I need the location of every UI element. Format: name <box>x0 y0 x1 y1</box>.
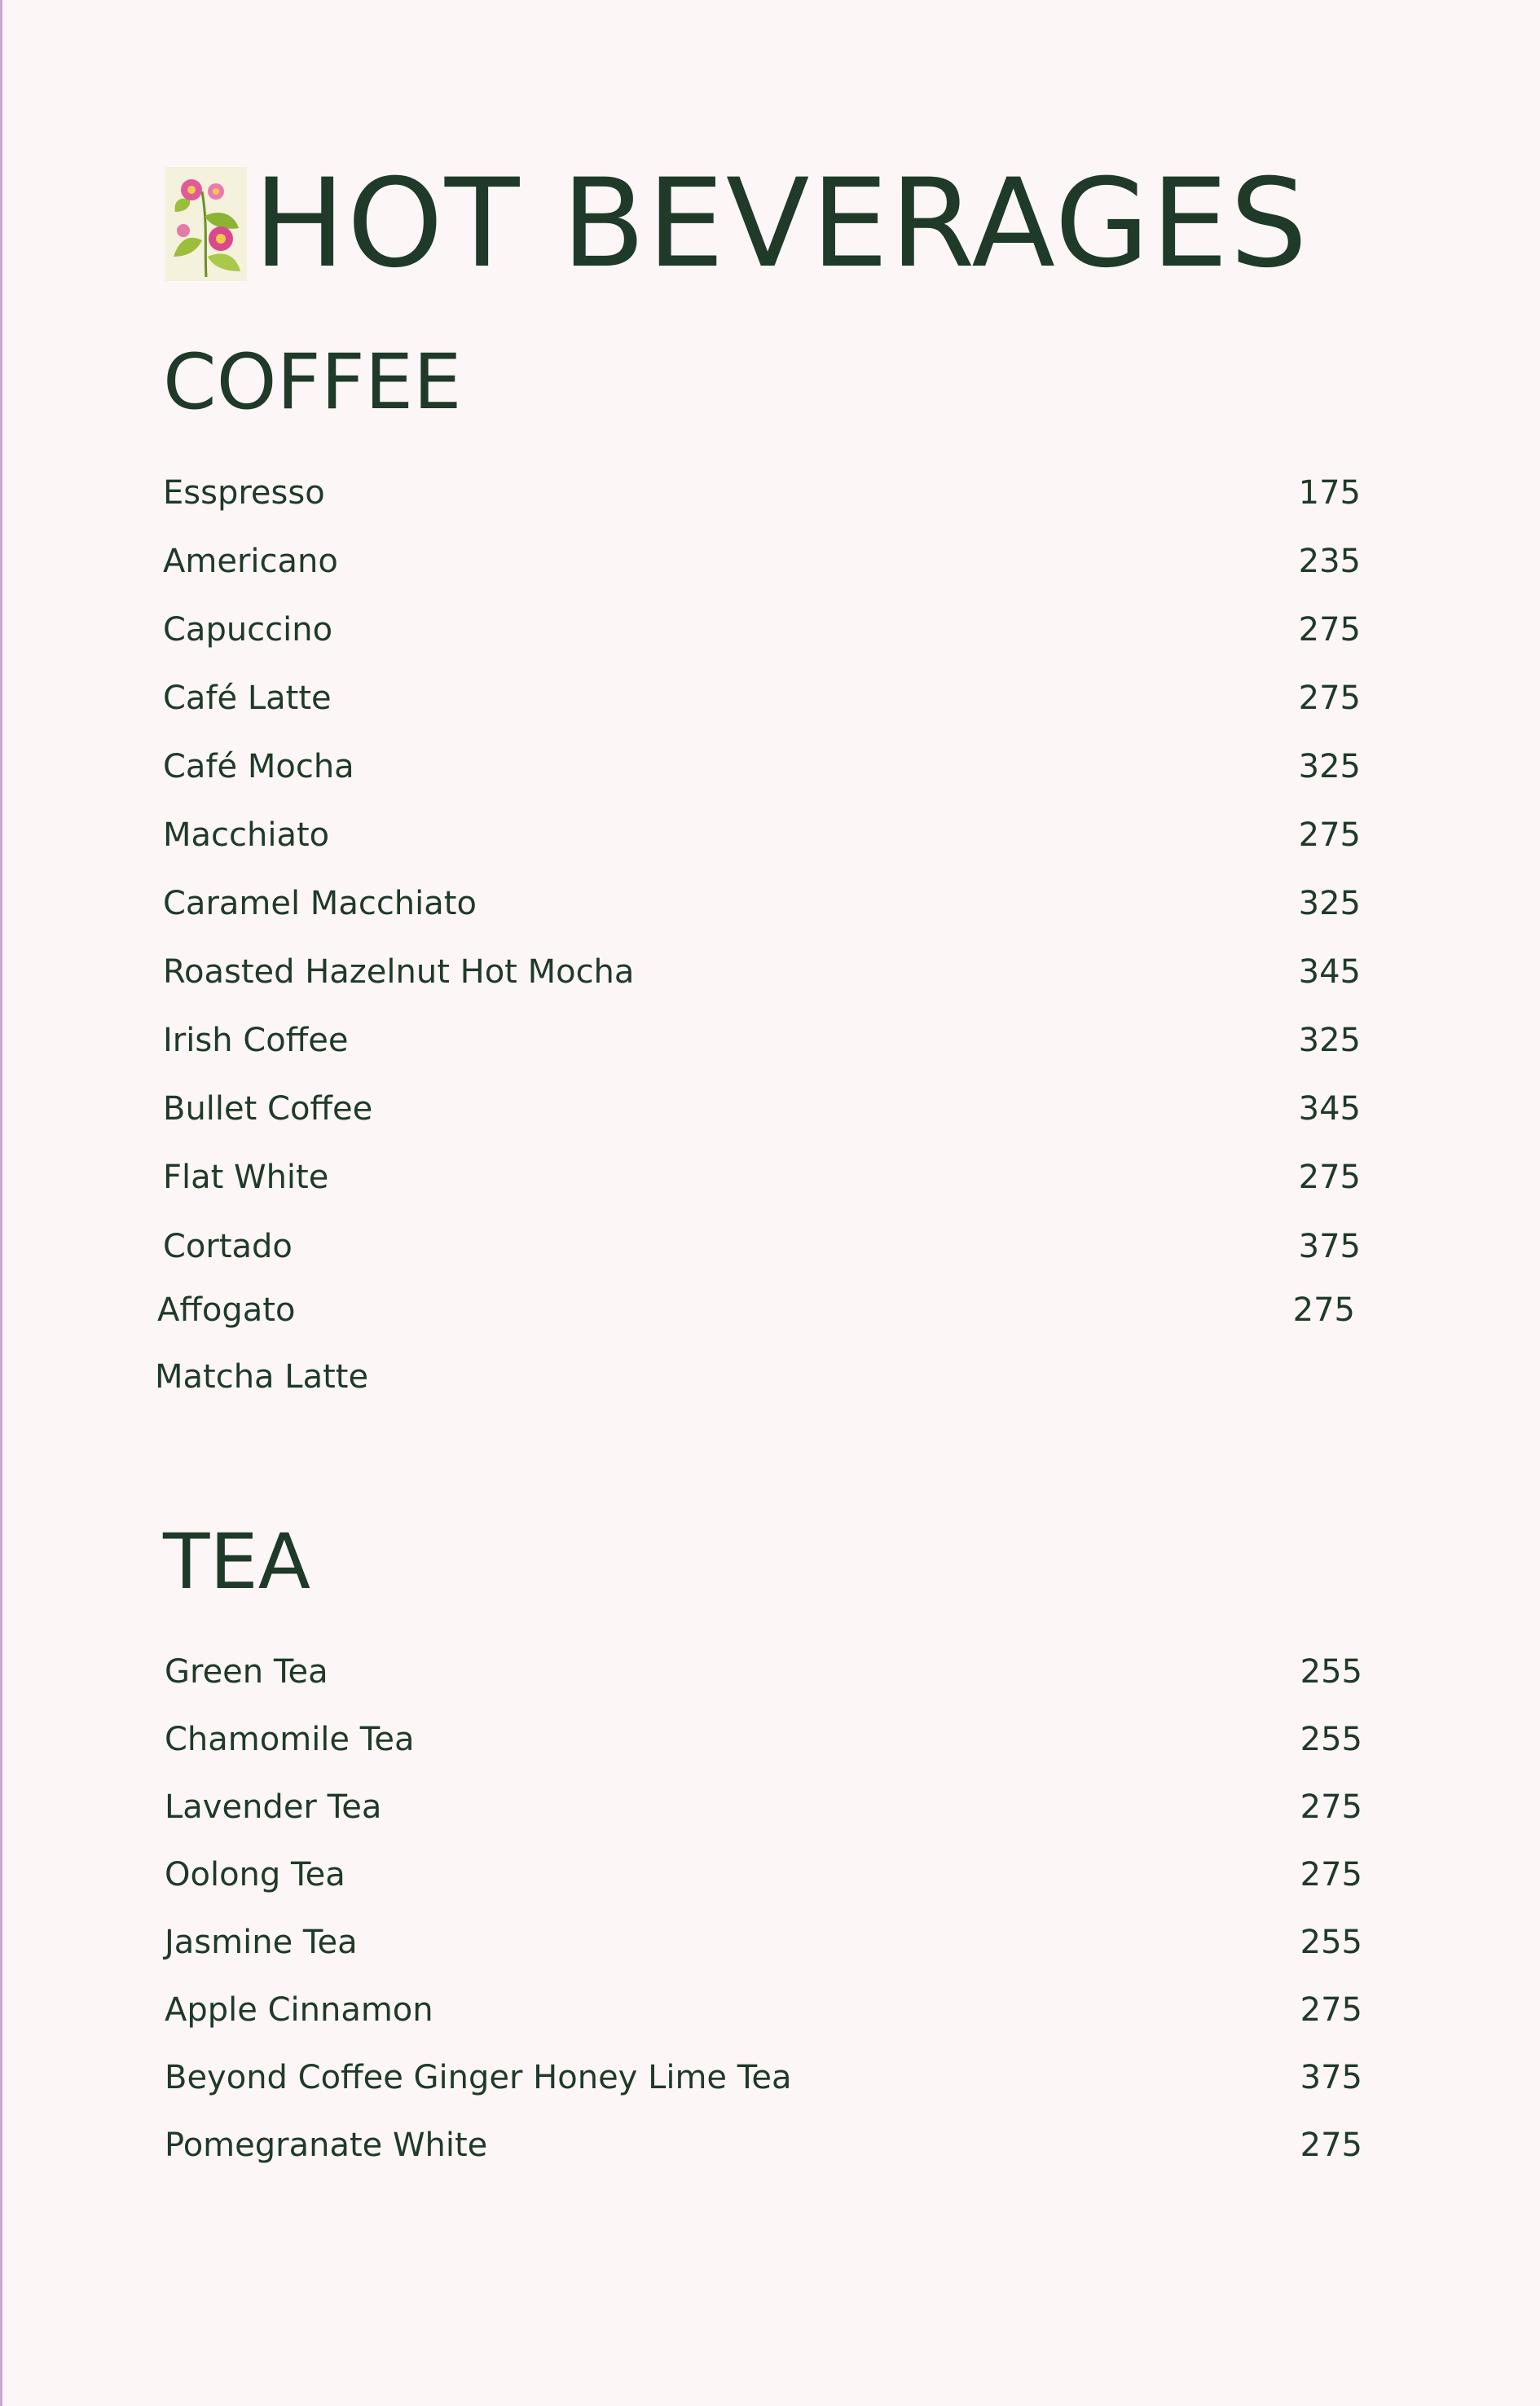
item-price: 325 <box>1298 748 1361 785</box>
menu-item <box>165 1986 1362 2034</box>
menu-item <box>163 674 1361 723</box>
item-name: Chamomile Tea <box>165 1721 415 1758</box>
item-price: 275 <box>1298 816 1361 854</box>
item-name: Caramel Macchiato <box>163 885 477 922</box>
flower-illustration-icon <box>165 167 247 281</box>
item-price: 275 <box>1298 1159 1361 1196</box>
menu-item <box>163 742 1361 791</box>
page-border <box>0 0 2 2406</box>
item-price: 255 <box>1300 1653 1362 1691</box>
menu-item <box>163 879 1361 928</box>
menu-item <box>165 1850 1362 1899</box>
item-name: Green Tea <box>165 1653 328 1691</box>
item-name: Café Mocha <box>163 748 354 785</box>
item-name: Esspresso <box>163 474 325 512</box>
menu-item <box>163 948 1361 996</box>
item-price: 275 <box>1292 1291 1355 1329</box>
item-name: Affogato <box>157 1291 296 1329</box>
item-name: Capuccino <box>163 611 333 649</box>
item-name: Flat White <box>163 1159 329 1196</box>
menu-item <box>163 605 1361 654</box>
item-price: 275 <box>1300 1788 1362 1826</box>
page-title: HOT BEVERAGES <box>253 153 1309 295</box>
menu-item <box>155 1353 1353 1401</box>
menu-item <box>165 1715 1362 1764</box>
item-name: Café Latte <box>163 680 332 717</box>
item-name: Irish Coffee <box>163 1022 349 1059</box>
item-price: 275 <box>1300 1991 1362 2029</box>
item-price: 255 <box>1300 1721 1362 1758</box>
section-title-tea: TEA <box>163 1518 311 1607</box>
section-title-coffee: COFFEE <box>163 338 462 427</box>
item-price: 375 <box>1298 1228 1361 1265</box>
item-name: Apple Cinnamon <box>165 1991 433 2029</box>
item-name: Jasmine Tea <box>165 1924 358 1961</box>
item-price: 325 <box>1298 885 1361 922</box>
item-price: 275 <box>1298 611 1361 649</box>
menu-item <box>165 1918 1362 1967</box>
item-name: Lavender Tea <box>165 1788 382 1826</box>
item-name: Bullet Coffee <box>163 1090 373 1128</box>
item-name: Beyond Coffee Ginger Honey Lime Tea <box>165 2059 792 2096</box>
menu-item <box>163 1153 1361 1202</box>
item-price: 325 <box>1298 1022 1361 1059</box>
menu-item <box>165 2121 1362 2170</box>
item-price: 275 <box>1300 1856 1362 1894</box>
title-row <box>165 153 1309 295</box>
item-name: Oolong Tea <box>165 1856 345 1894</box>
menu-item <box>163 1084 1361 1133</box>
item-name: Cortado <box>163 1228 293 1265</box>
menu-item <box>165 1783 1362 1832</box>
item-name: Macchiato <box>163 816 330 854</box>
menu-item <box>163 468 1361 517</box>
menu-item <box>163 537 1361 586</box>
item-price: 275 <box>1300 2127 1362 2164</box>
item-price: 345 <box>1298 953 1361 991</box>
item-name: Roasted Hazelnut Hot Mocha <box>163 953 635 991</box>
item-price: 255 <box>1300 1924 1362 1961</box>
menu-item <box>157 1286 1355 1335</box>
item-price: 175 <box>1298 474 1361 512</box>
item-name: Americano <box>163 543 338 580</box>
menu-item <box>163 1222 1361 1271</box>
menu-item <box>165 1647 1362 1696</box>
item-name: Matcha Latte <box>155 1358 369 1396</box>
item-name: Pomegranate White <box>165 2127 488 2164</box>
item-price: 275 <box>1298 680 1361 717</box>
item-price: 345 <box>1298 1090 1361 1128</box>
menu-item <box>165 2053 1362 2102</box>
menu-item <box>163 811 1361 860</box>
menu-item <box>163 1016 1361 1065</box>
item-price: 235 <box>1298 543 1361 580</box>
item-price: 375 <box>1300 2059 1362 2096</box>
